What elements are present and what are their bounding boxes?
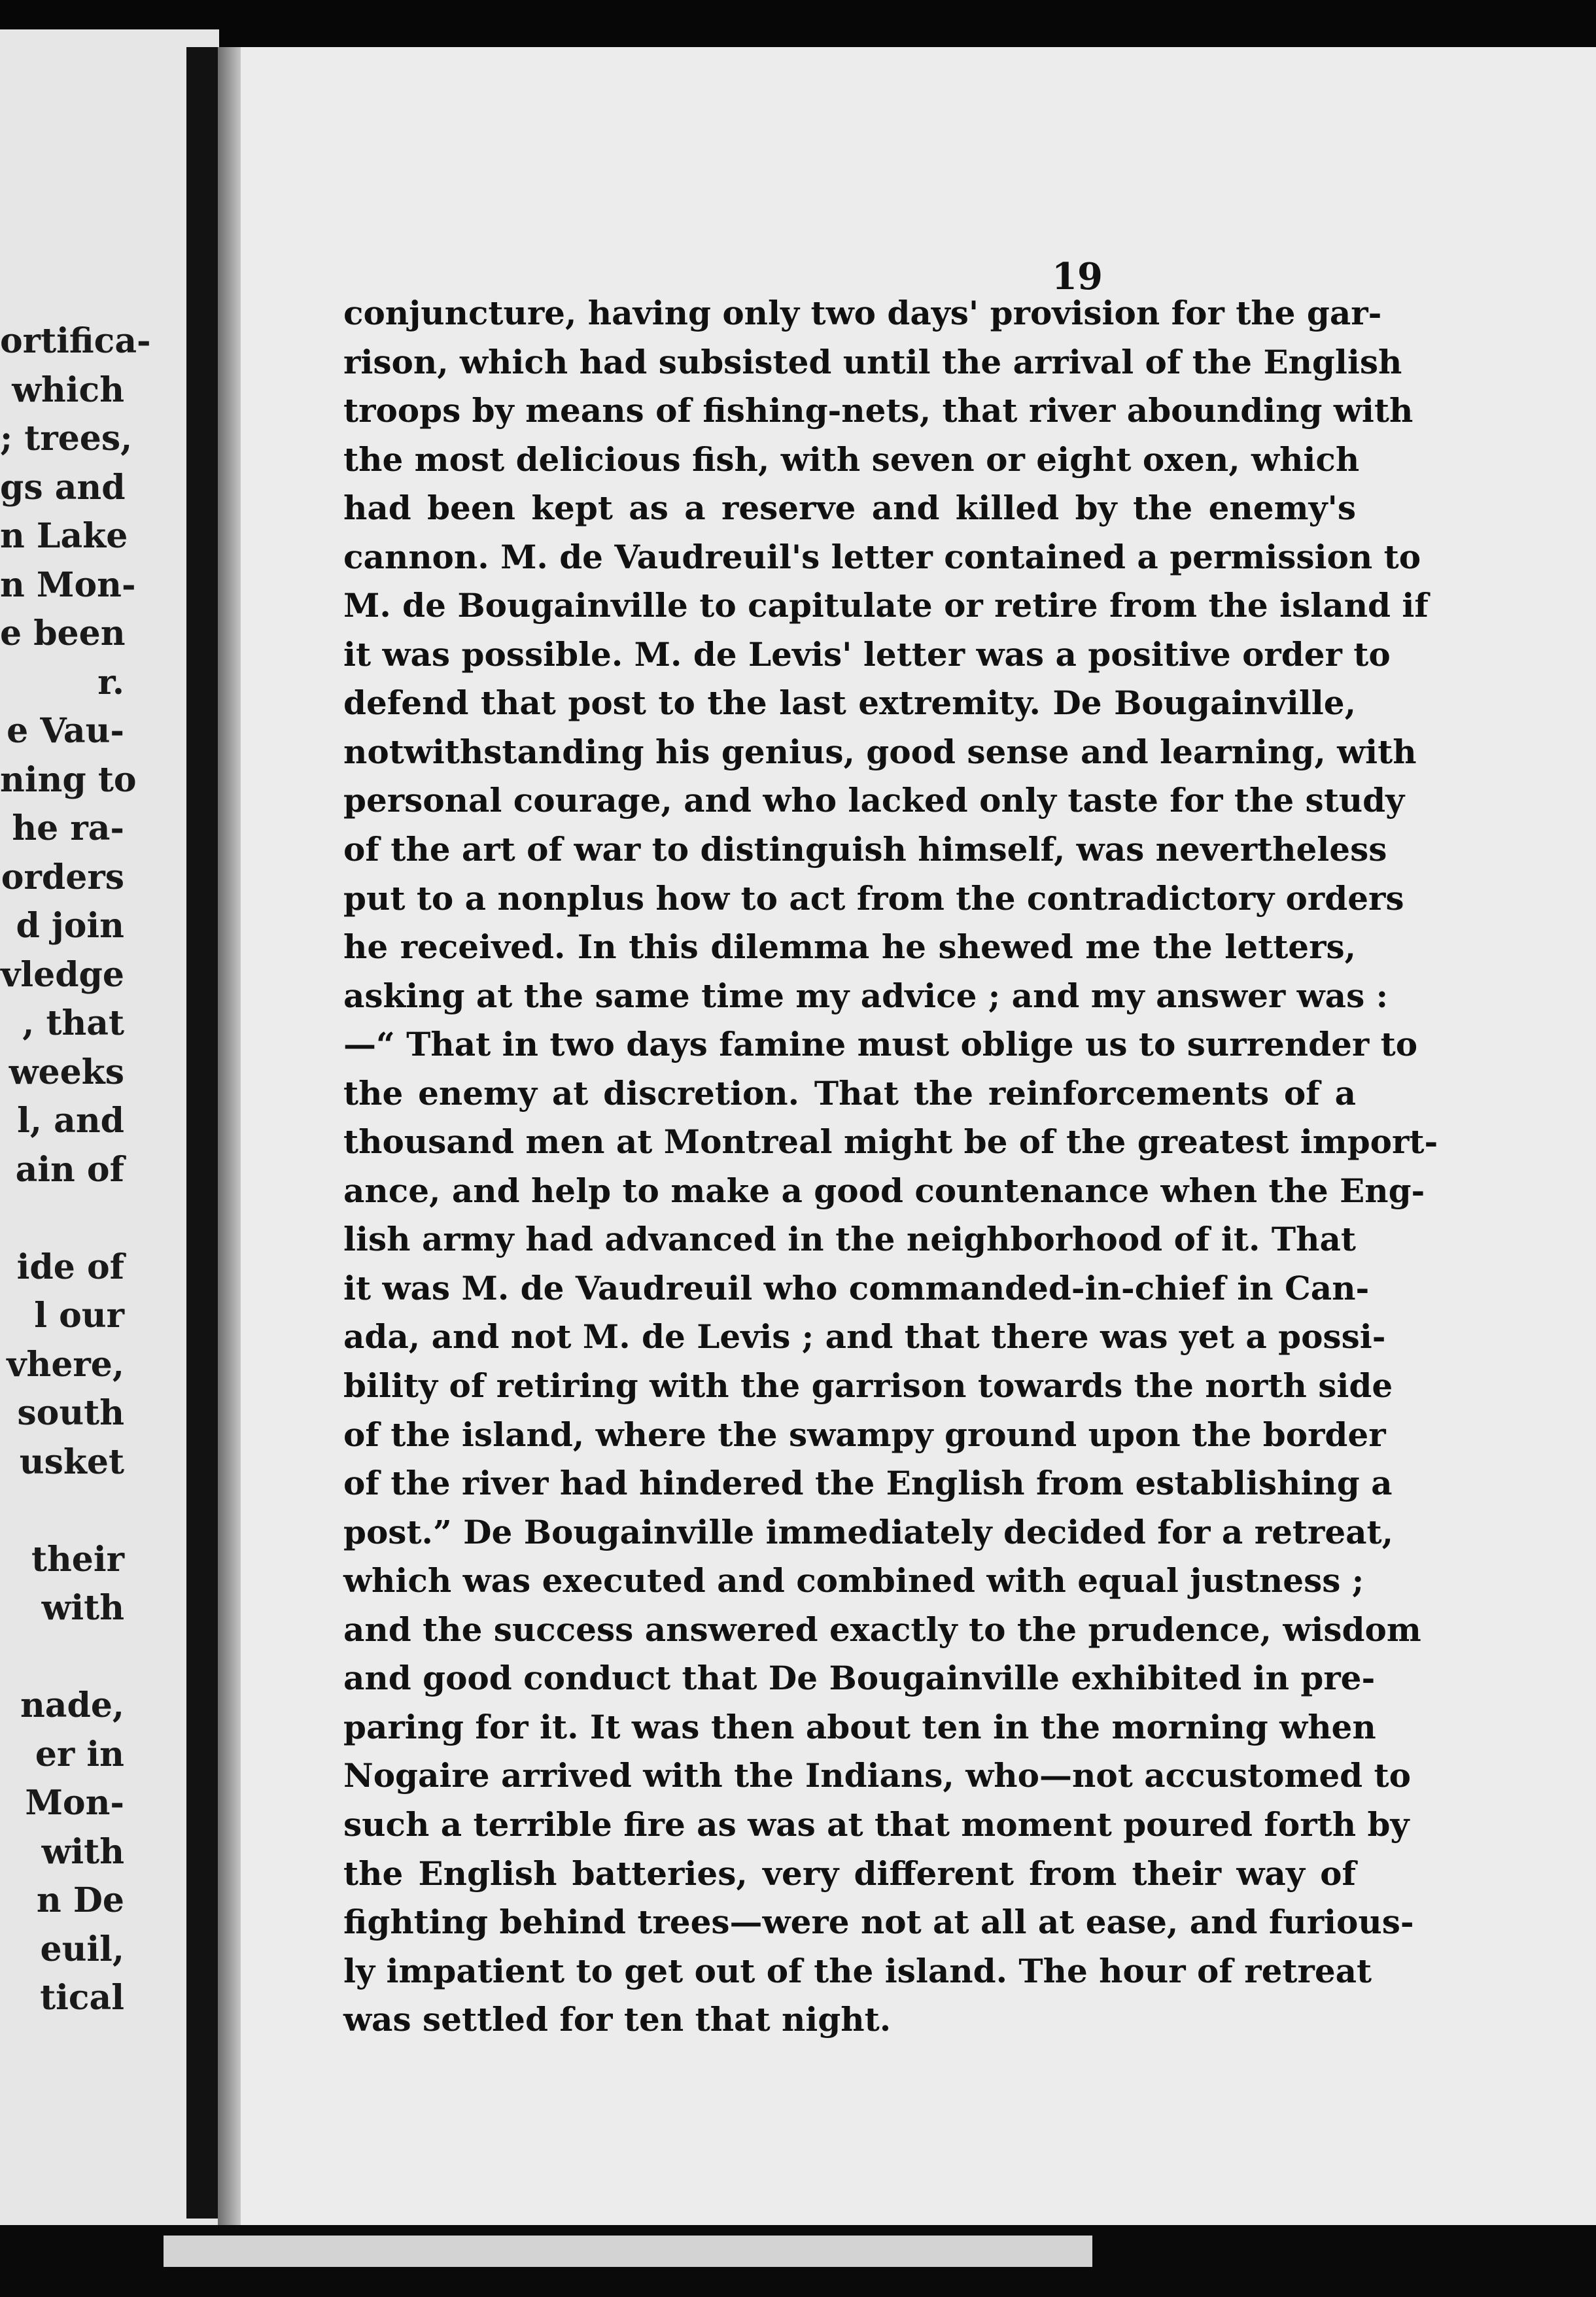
text-line: the English batteries, very different from their way of: [343, 1854, 1356, 1893]
text-line: thousand men at Montreal might be of the greatest import-: [343, 1122, 1438, 1162]
previous-page-line: ning to: [0, 759, 137, 800]
previous-page-line: e been: [0, 613, 126, 653]
text-line: was settled for ten that night.: [343, 2000, 892, 2039]
previous-page-line: l, and: [17, 1101, 124, 1141]
previous-page-line: with: [41, 1831, 124, 1872]
text-line: lish army had advanced in the neighborhood of it. That: [343, 1220, 1356, 1259]
previous-page-line: ; trees,: [0, 419, 133, 458]
previous-page-line: nade,: [20, 1685, 124, 1725]
text-line: rison, which had subsisted until the arrival of the English: [343, 342, 1402, 381]
previous-page-line: [0, 1194, 124, 1243]
text-line: ada, and not M. de Levis ; and that there was yet a possi-: [343, 1317, 1386, 1356]
previous-page-line: [0, 1487, 124, 1536]
previous-page-line: euil,: [40, 1929, 124, 1969]
previous-page-line: usket: [19, 1442, 124, 1482]
previous-page-line: gs and: [0, 467, 126, 508]
previous-page-line: er in: [35, 1734, 124, 1774]
text-line: he received. In this dilemma he shewed me the letters,: [343, 927, 1356, 967]
previous-page-line: their: [31, 1539, 124, 1580]
text-line: and the success answered exactly to the prudence, wisdom: [343, 1610, 1421, 1649]
page-bottom-edge: [164, 2236, 1092, 2267]
text-line: fighting behind trees—were not at all at ease, and furious-: [343, 1903, 1414, 1942]
binding-shadow: [218, 47, 241, 2238]
previous-page-line: vledge: [1, 954, 124, 995]
text-line: defend that post to the last extremity. De Bougainville,: [343, 683, 1356, 723]
text-line: post.” De Bougainville immediately decided for a retreat,: [343, 1512, 1394, 1551]
previous-page-line: he ra-: [12, 808, 124, 848]
previous-page-line: ortifica-: [0, 321, 151, 361]
previous-page-line: [0, 1633, 124, 1682]
text-line: put to a nonplus how to act from the contradictory orders: [343, 878, 1404, 918]
previous-page-text: [0, 317, 151, 2023]
text-line: of the art of war to distinguish himself, was nevertheless: [343, 830, 1387, 869]
page-number: 19: [1052, 255, 1103, 298]
previous-page-line: n De: [36, 1880, 124, 1920]
previous-page-line: weeks: [9, 1052, 124, 1092]
previous-page-line: vhere,: [7, 1344, 124, 1385]
previous-page-line: ide of: [16, 1247, 124, 1287]
previous-page-line: n Lake: [0, 516, 128, 556]
previous-page-line: orders: [1, 857, 124, 897]
text-line: personal courage, and who lacked only taste for the study: [343, 781, 1405, 820]
text-line: ly impatient to get out of the island. The hour of retreat: [343, 1951, 1372, 1990]
previous-page-line: tical: [40, 1978, 124, 2018]
text-line: of the river had hindered the English from establishing a: [343, 1464, 1393, 1503]
text-line: notwithstanding his genius, good sense and learning, with: [343, 732, 1417, 771]
previous-page-line: with: [41, 1588, 124, 1628]
text-line: troops by means of fishing-nets, that river abounding with: [343, 391, 1414, 430]
text-line: asking at the same time my advice ; and my answer was :: [343, 976, 1389, 1015]
previous-page-line: d join: [16, 906, 124, 946]
body-text: [343, 289, 1438, 2045]
previous-page-line: ain of: [15, 1149, 124, 1190]
top-dark-border: [0, 0, 1596, 52]
text-line: paring for it. It was then about ten in the morning when: [343, 1707, 1376, 1746]
text-line: it was M. de Vaudreuil who commanded-in-chief in Can-: [343, 1268, 1370, 1307]
text-line: M. de Bougainville to capitulate or retire from the island if: [343, 586, 1429, 625]
text-line: it was possible. M. de Levis' letter was a positive order to: [343, 634, 1391, 674]
text-line: ance, and help to make a good countenance when the Eng-: [343, 1171, 1425, 1210]
text-line: —“ That in two days famine must oblige us to surrender to: [343, 1025, 1418, 1064]
text-line: and good conduct that De Bougainville exhibited in pre-: [343, 1659, 1376, 1698]
previous-page-line: r.: [97, 662, 124, 702]
previous-page-line: l our: [34, 1296, 124, 1336]
text-line: which was executed and combined with equal justness ;: [343, 1561, 1364, 1600]
previous-page-line: which: [12, 370, 124, 410]
previous-page-line: e Vau-: [7, 711, 124, 751]
text-line: of the island, where the swampy ground upon the border: [343, 1415, 1386, 1454]
text-line: the enemy at discretion. That the reinforcements of a: [343, 1073, 1356, 1113]
text-line: the most delicious fish, with seven or eight oxen, which: [343, 440, 1360, 479]
text-line: bility of retiring with the garrison towards the north side: [343, 1366, 1393, 1406]
text-line: conjuncture, having only two days' provision for the gar-: [343, 294, 1382, 332]
book-binding: [186, 47, 218, 2219]
text-line: Nogaire arrived with the Indians, who—not accustomed to: [343, 1756, 1411, 1795]
previous-page-line: , that: [22, 1003, 124, 1043]
previous-page-line: Mon-: [25, 1783, 124, 1823]
previous-page-line: n Mon-: [0, 564, 136, 605]
text-line: such a terrible fire as was at that moment poured forth by: [343, 1805, 1410, 1844]
text-line: cannon. M. de Vaudreuil's letter contained a permission to: [343, 537, 1421, 576]
previous-page-line: south: [17, 1393, 124, 1433]
text-line: had been kept as a reserve and killed by the enemy's: [343, 489, 1356, 528]
